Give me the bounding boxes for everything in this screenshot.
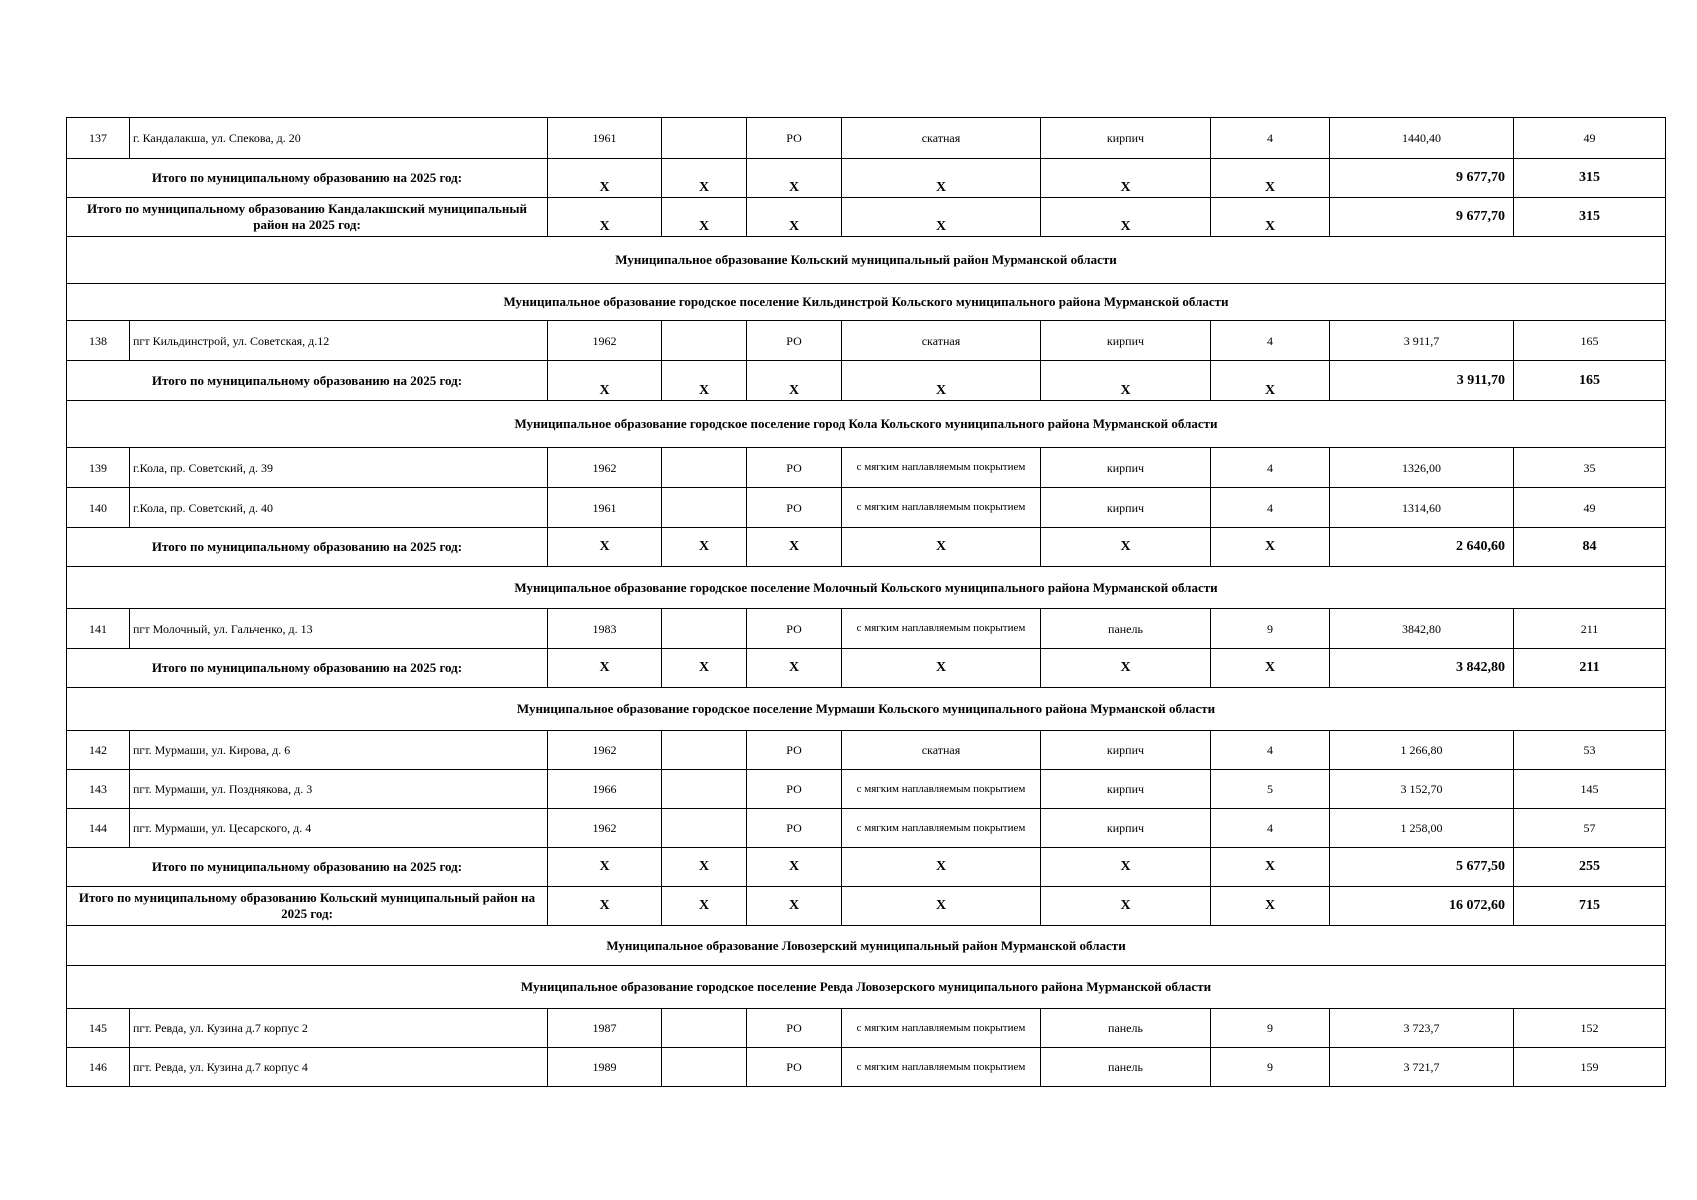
row-number: 140 [67,488,130,528]
wall-material-cell: панель [1041,1009,1211,1048]
year-cell: 1966 [548,770,662,809]
year-cell: 1983 [548,609,662,649]
residents-cell: 211 [1514,609,1666,649]
year-cell: 1989 [548,1048,662,1087]
total-label: Итого по муниципальному образованию на 2025 год: [67,848,548,887]
total-label: Итого по муниципальному образованию на 2025 год: [67,528,548,567]
x-mark: X [747,528,842,567]
address-cell: пгт. Ревда, ул. Кузина д.7 корпус 4 [130,1048,548,1087]
blank-cell [662,809,747,848]
roof-cell: с мягким наплавляемым покрытием [842,488,1041,528]
year-cell: 1962 [548,321,662,361]
x-mark: X [548,528,662,567]
blank-cell [662,609,747,649]
address-cell: г.Кола, пр. Советский, д. 40 [130,488,548,528]
blank-cell [662,118,747,159]
total-row [67,159,1666,198]
row-number: 143 [67,770,130,809]
roof-cell: скатная [842,118,1041,159]
x-mark: X [548,848,662,887]
x-mark: X [1041,887,1211,926]
section-header-row [67,926,1666,966]
year-cell: 1987 [548,1009,662,1048]
blank-cell [662,321,747,361]
year-cell: 1962 [548,809,662,848]
table-row [67,448,1666,488]
x-mark: X [842,848,1041,887]
table-row [67,488,1666,528]
section-title: Муниципальное образование городское поселение город Кола Кольского муниципального района Мурманской области [67,401,1666,448]
section-header-row [67,688,1666,731]
area-cell: 1 266,80 [1330,731,1514,770]
floors-cell: 9 [1211,1048,1330,1087]
section-title: Муниципальное образование городское поселение Молочный Кольского муниципального района Мурманской области [67,567,1666,609]
x-mark: X [1041,649,1211,688]
floors-cell: 4 [1211,488,1330,528]
blank-cell [662,1009,747,1048]
blank-cell [662,770,747,809]
total-area: 9 677,70 [1330,159,1514,198]
table-row [67,809,1666,848]
section-header-row [67,284,1666,321]
x-mark: X [1041,528,1211,567]
total-label: Итого по муниципальному образованию на 2025 год: [67,649,548,688]
total-area: 5 677,50 [1330,848,1514,887]
section-title: Муниципальное образование городское поселение Кильдинстрой Кольского муниципального района Мурманской области [67,284,1666,321]
area-cell: 1326,00 [1330,448,1514,488]
blank-cell [662,448,747,488]
address-cell: г.Кола, пр. Советский, д. 39 [130,448,548,488]
x-mark: X [842,159,1041,198]
total-row [67,887,1666,926]
section-title: Муниципальное образование городское поселение Мурмаши Кольского муниципального района Мурманской области [67,688,1666,731]
wall-material-cell: панель [1041,1048,1211,1087]
area-cell: 3 723,7 [1330,1009,1514,1048]
roof-cell: скатная [842,731,1041,770]
ro-cell: РО [747,1009,842,1048]
wall-material-cell: кирпич [1041,809,1211,848]
total-row [67,848,1666,887]
address-cell: пгт. Ревда, ул. Кузина д.7 корпус 2 [130,1009,548,1048]
ro-cell: РО [747,809,842,848]
x-mark: X [662,361,747,401]
housing-register-table [66,117,1666,1087]
area-cell: 3 911,7 [1330,321,1514,361]
total-area: 9 677,70 [1330,198,1514,237]
section-header-row [67,966,1666,1009]
roof-cell: с мягким наплавляемым покрытием [842,448,1041,488]
total-row [67,198,1666,237]
section-title: Муниципальное образование Ловозерский муниципальный район Мурманской области [67,926,1666,966]
x-mark: X [842,649,1041,688]
x-mark: X [1211,198,1330,237]
x-mark: X [842,198,1041,237]
ro-cell: РО [747,609,842,649]
ro-cell: РО [747,118,842,159]
roof-cell: с мягким наплавляемым покрытием [842,1009,1041,1048]
total-area: 3 911,70 [1330,361,1514,401]
x-mark: X [1211,528,1330,567]
year-cell: 1961 [548,118,662,159]
x-mark: X [548,887,662,926]
row-number: 138 [67,321,130,361]
x-mark: X [548,361,662,401]
table-row [67,118,1666,159]
total-residents: 715 [1514,887,1666,926]
wall-material-cell: кирпич [1041,488,1211,528]
total-label: Итого по муниципальному образованию Кандалакшский муниципальный район на 2025 год: [67,198,548,237]
x-mark: X [747,198,842,237]
total-label: Итого по муниципальному образованию на 2025 год: [67,159,548,198]
wall-material-cell: кирпич [1041,770,1211,809]
total-row [67,361,1666,401]
x-mark: X [1041,361,1211,401]
row-number: 139 [67,448,130,488]
roof-cell: скатная [842,321,1041,361]
ro-cell: РО [747,770,842,809]
total-residents: 84 [1514,528,1666,567]
total-row [67,649,1666,688]
wall-material-cell: панель [1041,609,1211,649]
x-mark: X [662,159,747,198]
blank-cell [662,731,747,770]
x-mark: X [1041,848,1211,887]
section-header-row [67,401,1666,448]
ro-cell: РО [747,321,842,361]
ro-cell: РО [747,731,842,770]
wall-material-cell: кирпич [1041,118,1211,159]
total-area: 3 842,80 [1330,649,1514,688]
ro-cell: РО [747,488,842,528]
total-label: Итого по муниципальному образованию на 2025 год: [67,361,548,401]
x-mark: X [662,848,747,887]
floors-cell: 9 [1211,609,1330,649]
roof-cell: с мягким наплавляемым покрытием [842,609,1041,649]
x-mark: X [662,198,747,237]
x-mark: X [1211,848,1330,887]
x-mark: X [662,887,747,926]
section-title: Муниципальное образование Кольский муниципальный район Мурманской области [67,237,1666,284]
residents-cell: 165 [1514,321,1666,361]
section-header-row [67,567,1666,609]
x-mark: X [548,649,662,688]
wall-material-cell: кирпич [1041,321,1211,361]
total-area: 2 640,60 [1330,528,1514,567]
floors-cell: 4 [1211,731,1330,770]
residents-cell: 145 [1514,770,1666,809]
area-cell: 3 152,70 [1330,770,1514,809]
wall-material-cell: кирпич [1041,448,1211,488]
area-cell: 3 721,7 [1330,1048,1514,1087]
residents-cell: 159 [1514,1048,1666,1087]
area-cell: 3842,80 [1330,609,1514,649]
address-cell: пгт Молочный, ул. Гальченко, д. 13 [130,609,548,649]
blank-cell [662,488,747,528]
address-cell: пгт. Мурмаши, ул. Кирова, д. 6 [130,731,548,770]
area-cell: 1 258,00 [1330,809,1514,848]
x-mark: X [747,848,842,887]
row-number: 141 [67,609,130,649]
floors-cell: 4 [1211,448,1330,488]
total-residents: 255 [1514,848,1666,887]
roof-cell: с мягким наплавляемым покрытием [842,809,1041,848]
row-number: 142 [67,731,130,770]
row-number: 145 [67,1009,130,1048]
section-header-row [67,237,1666,284]
total-area: 16 072,60 [1330,887,1514,926]
x-mark: X [1211,159,1330,198]
roof-cell: с мягким наплавляемым покрытием [842,770,1041,809]
area-cell: 1314,60 [1330,488,1514,528]
roof-cell: с мягким наплавляемым покрытием [842,1048,1041,1087]
address-cell: пгт Кильдинстрой, ул. Советская, д.12 [130,321,548,361]
floors-cell: 4 [1211,321,1330,361]
floors-cell: 4 [1211,809,1330,848]
total-row [67,528,1666,567]
address-cell: пгт. Мурмаши, ул. Цесарского, д. 4 [130,809,548,848]
year-cell: 1962 [548,731,662,770]
year-cell: 1961 [548,488,662,528]
floors-cell: 4 [1211,118,1330,159]
total-residents: 211 [1514,649,1666,688]
area-cell: 1440,40 [1330,118,1514,159]
x-mark: X [747,361,842,401]
row-number: 146 [67,1048,130,1087]
total-label: Итого по муниципальному образованию Кольский муниципальный район на 2025 год: [67,887,548,926]
address-cell: г. Кандалакша, ул. Спекова, д. 20 [130,118,548,159]
x-mark: X [1211,887,1330,926]
row-number: 137 [67,118,130,159]
residents-cell: 49 [1514,488,1666,528]
x-mark: X [548,198,662,237]
table-row [67,321,1666,361]
table-row [67,1048,1666,1087]
x-mark: X [747,159,842,198]
residents-cell: 57 [1514,809,1666,848]
address-cell: пгт. Мурмаши, ул. Позднякова, д. 3 [130,770,548,809]
section-title: Муниципальное образование городское поселение Ревда Ловозерского муниципального района Мурманской области [67,966,1666,1009]
residents-cell: 53 [1514,731,1666,770]
blank-cell [662,1048,747,1087]
total-residents: 165 [1514,361,1666,401]
total-residents: 315 [1514,159,1666,198]
x-mark: X [1041,198,1211,237]
table-row [67,770,1666,809]
floors-cell: 5 [1211,770,1330,809]
x-mark: X [662,649,747,688]
x-mark: X [1211,361,1330,401]
x-mark: X [747,649,842,688]
x-mark: X [1041,159,1211,198]
table-row [67,609,1666,649]
ro-cell: РО [747,448,842,488]
x-mark: X [548,159,662,198]
ro-cell: РО [747,1048,842,1087]
residents-cell: 152 [1514,1009,1666,1048]
table-row [67,1009,1666,1048]
x-mark: X [747,887,842,926]
x-mark: X [842,361,1041,401]
total-residents: 315 [1514,198,1666,237]
x-mark: X [1211,649,1330,688]
wall-material-cell: кирпич [1041,731,1211,770]
year-cell: 1962 [548,448,662,488]
floors-cell: 9 [1211,1009,1330,1048]
residents-cell: 49 [1514,118,1666,159]
x-mark: X [842,528,1041,567]
residents-cell: 35 [1514,448,1666,488]
table-row [67,731,1666,770]
x-mark: X [842,887,1041,926]
row-number: 144 [67,809,130,848]
x-mark: X [662,528,747,567]
